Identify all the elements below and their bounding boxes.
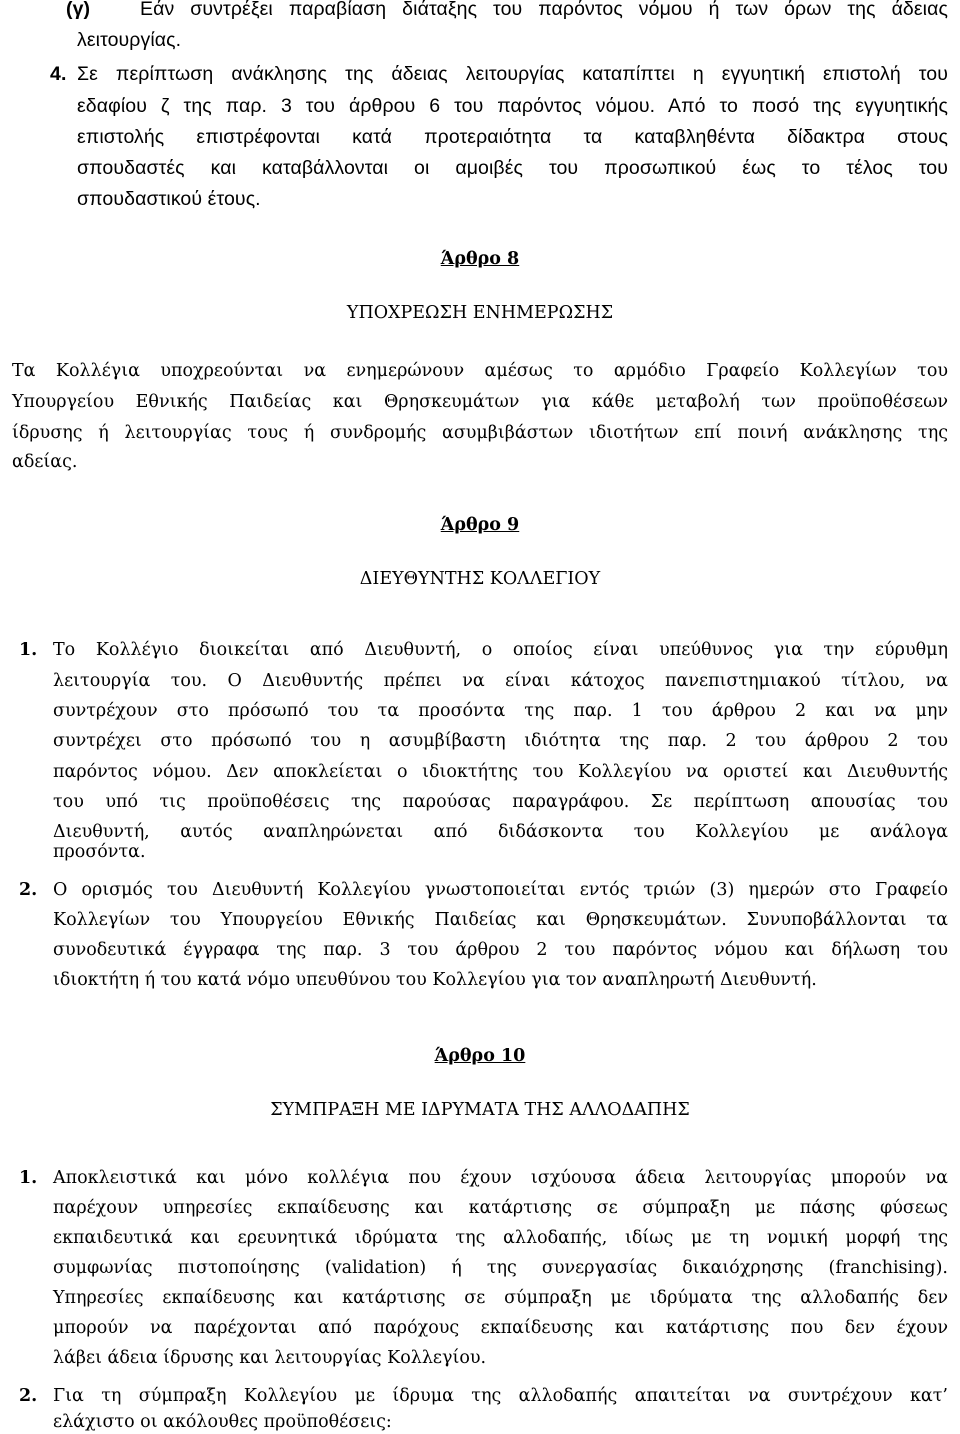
article-9-p1-marker: 1. [19, 640, 38, 660]
article-9-p1-line: του υπό τις προϋποθέσεις της παρούσας παραγράφου. Σε περίπτωση απουσίας του [53, 792, 948, 812]
article-10-p1-line: λάβει άδεια ίδρυσης και λειτουργίας Κολλεγίου. [53, 1348, 487, 1368]
article-9-p2-line: συνοδευτικά έγγραφα της παρ. 3 του άρθρου 2 του παρόντος νόμου και δήλωση του [53, 940, 948, 960]
article-10-title: ΣΥΜΠΡΑΞΗ ΜΕ ΙΔΡΥΜΑΤΑ ΤΗΣ ΑΛΛΟΔΑΠΗΣ [270, 1100, 690, 1120]
article-9-p1-line: παρόντος νόμου. Δεν αποκλείεται ο ιδιοκτήτης του Κολλεγίου να οριστεί και Διευθυντής [53, 762, 948, 782]
paragraph-4-line: σπουδαστές και καταβάλλονται οι αμοιβές του προσωπικού έως το τέλος του [77, 157, 948, 179]
article-10-p1-line: Υπηρεσίες εκπαίδευσης και κατάρτισης σε σύμπραξη με ιδρύματα της αλλοδαπής δεν [53, 1288, 948, 1308]
article-10-heading: Άρθρο 10 [434, 1046, 526, 1066]
paragraph-4-line: σπουδαστικού έτους. [77, 188, 261, 210]
article-10-p1-line: εκπαιδευτικά και ερευνητικά ιδρύματα της αλλοδαπής, ιδίως με τη νομική μορφή της [53, 1228, 948, 1248]
article-10-p1-line: συμφωνίας πιστοποίησης (validation) ή της συνεργασίας δικαιόχρησης (franchising). [53, 1258, 948, 1278]
paragraph-4-line: επιστολής επιστρέφονται κατά προτεραιότητα τα καταβληθέντα δίδακτρα στους [77, 126, 948, 148]
article-9-p2-marker: 2. [19, 880, 38, 900]
article-9-p1-line: Το Κολλέγιο διοικείται από Διευθυντή, ο οποίος είναι υπεύθυνος για την εύρυθμη [53, 640, 948, 660]
article-9-p2-line: Ο ορισμός του Διευθυντή Κολλεγίου γνωστοποιείται εντός τριών (3) ημερών στο Γραφείο [53, 880, 948, 900]
article-10-p1-line: μπορούν να παρέχονται από παρόχους εκπαίδευσης και κατάρτισης που δεν έχουν [53, 1318, 948, 1338]
article-10-p1-line: παρέχουν υπηρεσίες εκπαίδευσης και κατάρτισης σε σύμπραξη με πάσης φύσεως [53, 1198, 948, 1218]
article-9-p1-line: λειτουργία του. Ο Διευθυντής πρέπει να είναι κάτοχος πανεπιστημιακού τίτλου, να [53, 671, 948, 691]
article-10-p2-line: ελάχιστο οι ακόλουθες προϋποθέσεις: [53, 1412, 392, 1432]
article-9-heading: Άρθρο 9 [440, 515, 520, 535]
article-8-heading: Άρθρο 8 [440, 249, 520, 269]
article-10-p1-marker: 1. [19, 1168, 38, 1188]
article-10-p2-marker: 2. [19, 1386, 38, 1406]
article-9-p1-line: συντρέχει στο πρόσωπό του η ασυμβίβαστη ιδιότητα της παρ. 2 του άρθρου 2 του [53, 731, 948, 751]
paragraph-4-line: εδαφίου ζ της παρ. 3 του άρθρου 6 του παρόντος νόμου. Από το ποσό της εγγυητικής [77, 95, 948, 117]
item-g-line: λειτουργίας. [77, 29, 182, 51]
article-9-p1-line: προσόντα. [53, 842, 146, 862]
article-8-title: ΥΠΟΧΡΕΩΣΗ ΕΝΗΜΕΡΩΣΗΣ [346, 303, 614, 323]
article-8-line: αδείας. [12, 452, 78, 472]
article-9-p2-line: ιδιοκτήτη ή του κατά νόμο υπευθύνου του Κολλεγίου για τον αναπληρωτή Διευθυντή. [53, 970, 817, 990]
item-g-line: Εάν συντρέξει παραβίαση διάταξης του παρόντος νόμου ή των όρων της άδειας [140, 0, 948, 20]
article-8-line: Τα Κολλέγια υποχρεούνται να ενημερώνουν αμέσως το αρμόδιο Γραφείο Κολλεγίων του [12, 361, 948, 381]
article-9-p1-line: συντρέχουν στο πρόσωπό του τα προσόντα της παρ. 1 του άρθρου 2 και να μην [53, 701, 948, 721]
paragraph-4-marker: 4. [50, 63, 67, 85]
article-10-p1-line: Αποκλειστικά και μόνο κολλέγια που έχουν ισχύουσα άδεια λειτουργίας μπορούν να [53, 1168, 948, 1188]
item-g-marker: (γ) [66, 0, 91, 20]
article-8-line: Υπουργείου Εθνικής Παιδείας και Θρησκευμάτων για κάθε μεταβολή των προϋποθέσεων [12, 392, 948, 412]
article-9-p2-line: Κολλεγίων του Υπουργείου Εθνικής Παιδείας και Θρησκευμάτων. Συνυποβάλλονται τα [53, 910, 948, 930]
paragraph-4-line: Σε περίπτωση ανάκλησης της άδειας λειτουργίας καταπίπτει η εγγυητική επιστολή του [77, 63, 948, 85]
article-9-p1-line: Διευθυντή, αυτός αναπληρώνεται από διδάσκοντα του Κολλεγίου με ανάλογα [53, 822, 948, 842]
article-10-p2-line: Για τη σύμπραξη Κολλεγίου με ίδρυμα της αλλοδαπής απαιτείται να συντρέχουν κατ’ [53, 1386, 948, 1406]
article-8-line: ίδρυσης ή λειτουργίας τους ή συνδρομής ασυμβιβάστων ιδιοτήτων επί ποινή ανάκλησης της [12, 423, 948, 443]
article-9-title: ΔΙΕΥΘΥΝΤΗΣ ΚΟΛΛΕΓΙΟΥ [359, 569, 601, 589]
